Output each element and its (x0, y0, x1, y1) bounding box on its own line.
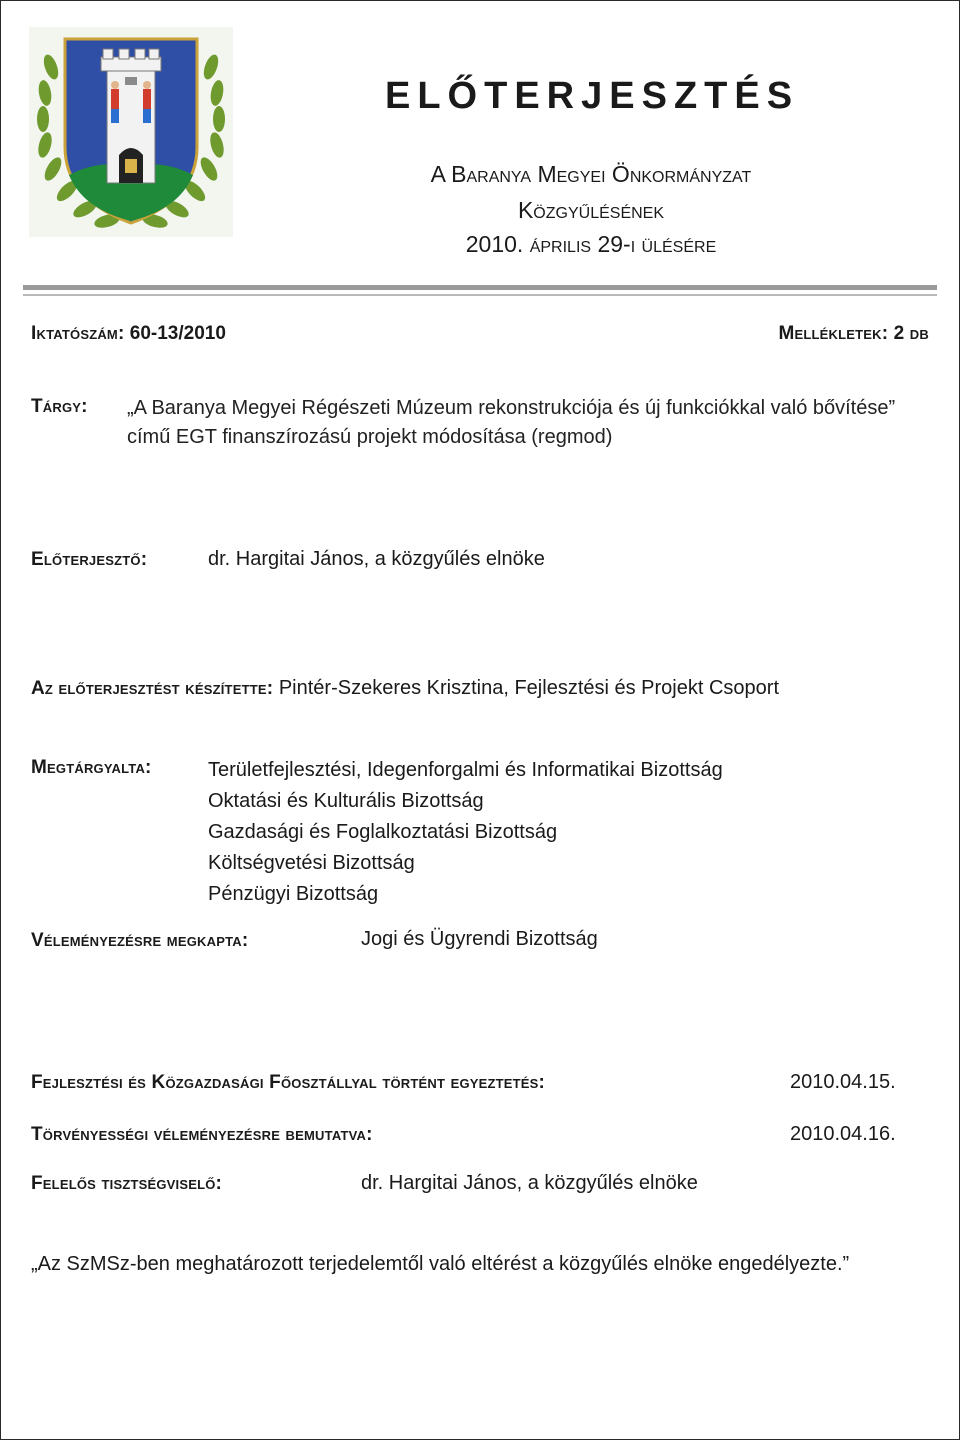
list-item: Oktatási és Kulturális Bizottság (208, 790, 484, 812)
felelos-label: Felelős tisztségviselő: (31, 1173, 223, 1194)
keszitette-value: Pintér-Szekeres Krisztina, Fejlesztési és Projekt Csoport (278, 677, 780, 699)
megtargyalta-label: Megtárgyalta: (31, 757, 152, 778)
eloterjeszto-value: dr. Hargitai János, a közgyűlés elnöke (208, 548, 545, 570)
szmsz-note: „Az SzMSz-ben meghatározott terjedelemtől való eltérést a közgyűlés elnöke engedélyezte.” (31, 1253, 850, 1275)
coat-of-arms-icon (29, 27, 233, 237)
mellekletek-value: 2 db (893, 323, 929, 344)
header-line-2: Közgyűlésének (517, 197, 665, 223)
list-item: Gazdasági és Foglalkoztatási Bizottság (208, 821, 558, 843)
header-divider-thin (23, 294, 937, 296)
egyeztetes-value: 2010.04.15. (790, 1071, 896, 1093)
keszitette (31, 677, 779, 700)
iktatoszam-value: 60-13/2010 (129, 323, 226, 344)
felelos-value: dr. Hargitai János, a közgyűlés elnöke (361, 1172, 698, 1194)
list-item: Költségvetési Bizottság (208, 852, 415, 874)
velemenyezesre-value: Jogi és Ügyrendi Bizottság (361, 928, 598, 950)
header-line-3: 2010. április 29-i ülésére (465, 231, 717, 257)
torvenyessegi-label: Törvényességi véleményezésre bemutatva: (31, 1124, 373, 1145)
mellekletek (779, 323, 930, 345)
eloterjeszto-label: Előterjesztő: (31, 549, 148, 570)
list-item: Pénzügyi Bizottság (208, 883, 379, 905)
keszitette-label: Az előterjesztést készítette: (31, 678, 274, 699)
header-divider-thick (23, 285, 937, 290)
velemenyezesre-label: Véleményezésre megkapta: (31, 930, 249, 951)
megtargyalta-list (208, 755, 723, 910)
iktatoszam (31, 323, 226, 345)
torvenyessegi-value: 2010.04.16. (790, 1123, 896, 1145)
targy-value: „A Baranya Megyei Régészeti Múzeum rekonstrukciója és új funkciókkal való bővítése” című EGT finanszírozású projekt módosítása (regmod) (127, 397, 896, 448)
targy-label: Tárgy: (31, 396, 88, 417)
egyeztetes-label: Fejlesztési és Közgazdasági Főosztállyal történt egyeztetés: (31, 1072, 546, 1093)
document-title: ELŐTERJESZTÉS (385, 75, 800, 117)
iktatoszam-label: Iktatószám: (31, 323, 125, 344)
mellekletek-label: Mellékletek: (778, 323, 889, 344)
header-line-1: A Baranya Megyei Önkormányzat (430, 161, 752, 187)
list-item: Területfejlesztési, Idegenforgalmi és Informatikai Bizottság (208, 759, 723, 781)
